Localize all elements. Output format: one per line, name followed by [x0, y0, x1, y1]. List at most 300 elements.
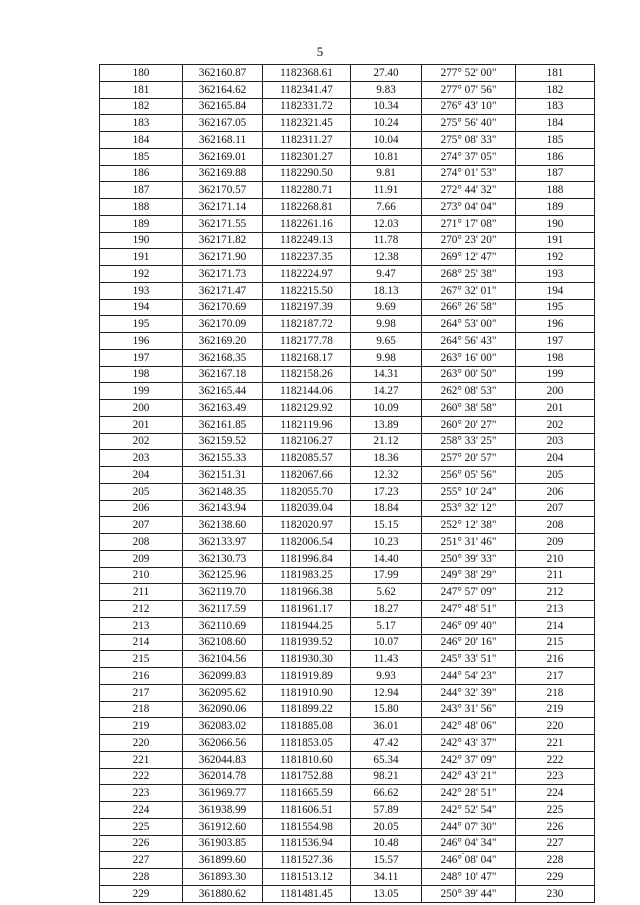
point-number-cell: 192 [100, 266, 183, 283]
y-coordinate-cell: 1182341.47 [263, 81, 351, 98]
distance-cell: 13.05 [351, 885, 422, 902]
x-coordinate-cell: 362171.90 [183, 249, 263, 266]
point-number-cell: 208 [100, 534, 183, 551]
distance-cell: 10.81 [351, 148, 422, 165]
scan-speck [462, 853, 464, 854]
bearing-cell: 264° 53' 00" [422, 316, 516, 333]
y-coordinate-cell: 1181899.22 [263, 701, 351, 718]
bearing-cell: 274° 01' 53" [422, 165, 516, 182]
next-point-cell: 208 [516, 517, 595, 534]
bearing-cell: 250° 39' 44" [422, 885, 516, 902]
table-row [100, 266, 595, 283]
x-coordinate-cell: 362169.88 [183, 165, 263, 182]
y-coordinate-cell: 1181966.38 [263, 584, 351, 601]
x-coordinate-cell: 361938.99 [183, 802, 263, 819]
point-number-cell: 199 [100, 383, 183, 400]
x-coordinate-cell: 362130.73 [183, 550, 263, 567]
y-coordinate-cell: 1181481.45 [263, 885, 351, 902]
x-coordinate-cell: 362117.59 [183, 601, 263, 618]
table-row [100, 517, 595, 534]
bearing-cell: 260° 38' 58" [422, 400, 516, 417]
point-number-cell: 187 [100, 182, 183, 199]
point-number-cell: 212 [100, 601, 183, 618]
table-row [100, 483, 595, 500]
distance-cell: 66.62 [351, 785, 422, 802]
point-number-cell: 201 [100, 416, 183, 433]
next-point-cell: 227 [516, 835, 595, 852]
distance-cell: 27.40 [351, 65, 422, 82]
distance-cell: 5.17 [351, 617, 422, 634]
point-number-cell: 219 [100, 718, 183, 735]
coordinates-table [99, 64, 595, 903]
point-number-cell: 210 [100, 567, 183, 584]
point-number-cell: 193 [100, 282, 183, 299]
bearing-cell: 276° 43' 10" [422, 98, 516, 115]
table-row [100, 634, 595, 651]
bearing-cell: 274° 37' 05" [422, 148, 516, 165]
distance-cell: 21.12 [351, 433, 422, 450]
y-coordinate-cell: 1181961.17 [263, 601, 351, 618]
x-coordinate-cell: 362108.60 [183, 634, 263, 651]
distance-cell: 9.98 [351, 316, 422, 333]
bearing-cell: 242° 28' 51" [422, 785, 516, 802]
x-coordinate-cell: 362168.35 [183, 349, 263, 366]
point-number-cell: 205 [100, 483, 183, 500]
y-coordinate-cell: 1182368.61 [263, 65, 351, 82]
x-coordinate-cell: 362171.14 [183, 199, 263, 216]
x-coordinate-cell: 362148.35 [183, 483, 263, 500]
bearing-cell: 250° 39' 33" [422, 550, 516, 567]
next-point-cell: 225 [516, 802, 595, 819]
next-point-cell: 212 [516, 584, 595, 601]
next-point-cell: 210 [516, 550, 595, 567]
distance-cell: 11.43 [351, 651, 422, 668]
bearing-cell: 247° 57' 09" [422, 584, 516, 601]
y-coordinate-cell: 1181752.88 [263, 768, 351, 785]
x-coordinate-cell: 362171.47 [183, 282, 263, 299]
point-number-cell: 190 [100, 232, 183, 249]
distance-cell: 9.69 [351, 299, 422, 316]
bearing-cell: 244° 32' 39" [422, 684, 516, 701]
y-coordinate-cell: 1182177.78 [263, 333, 351, 350]
point-number-cell: 216 [100, 668, 183, 685]
table-row [100, 818, 595, 835]
point-number-cell: 220 [100, 735, 183, 752]
distance-cell: 9.98 [351, 349, 422, 366]
x-coordinate-cell: 361899.60 [183, 852, 263, 869]
distance-cell: 12.32 [351, 467, 422, 484]
next-point-cell: 220 [516, 718, 595, 735]
distance-cell: 18.36 [351, 450, 422, 467]
next-point-cell: 185 [516, 132, 595, 149]
x-coordinate-cell: 362161.85 [183, 416, 263, 433]
x-coordinate-cell: 362155.33 [183, 450, 263, 467]
point-number-cell: 185 [100, 148, 183, 165]
x-coordinate-cell: 362044.83 [183, 751, 263, 768]
distance-cell: 10.24 [351, 115, 422, 132]
bearing-cell: 242° 43' 37" [422, 735, 516, 752]
x-coordinate-cell: 362171.82 [183, 232, 263, 249]
next-point-cell: 201 [516, 400, 595, 417]
x-coordinate-cell: 362143.94 [183, 500, 263, 517]
bearing-cell: 272° 44' 32" [422, 182, 516, 199]
y-coordinate-cell: 1181910.90 [263, 684, 351, 701]
bearing-cell: 255° 10' 24" [422, 483, 516, 500]
next-point-cell: 198 [516, 349, 595, 366]
y-coordinate-cell: 1182237.35 [263, 249, 351, 266]
distance-cell: 47.42 [351, 735, 422, 752]
distance-cell: 7.66 [351, 199, 422, 216]
bearing-cell: 246° 04' 34" [422, 835, 516, 852]
x-coordinate-cell: 361912.60 [183, 818, 263, 835]
table-row [100, 132, 595, 149]
point-number-cell: 191 [100, 249, 183, 266]
bearing-cell: 251° 31' 46" [422, 534, 516, 551]
bearing-cell: 270° 23' 20" [422, 232, 516, 249]
table-row [100, 199, 595, 216]
y-coordinate-cell: 1182067.66 [263, 467, 351, 484]
table-row [100, 701, 595, 718]
next-point-cell: 203 [516, 433, 595, 450]
y-coordinate-cell: 1181944.25 [263, 617, 351, 634]
distance-cell: 14.27 [351, 383, 422, 400]
point-number-cell: 213 [100, 617, 183, 634]
table-row [100, 785, 595, 802]
point-number-cell: 189 [100, 215, 183, 232]
point-number-cell: 218 [100, 701, 183, 718]
table-row [100, 383, 595, 400]
point-number-cell: 200 [100, 400, 183, 417]
point-number-cell: 222 [100, 768, 183, 785]
next-point-cell: 187 [516, 165, 595, 182]
x-coordinate-cell: 362170.09 [183, 316, 263, 333]
y-coordinate-cell: 1182197.39 [263, 299, 351, 316]
distance-cell: 20.05 [351, 818, 422, 835]
table-row [100, 601, 595, 618]
y-coordinate-cell: 1182187.72 [263, 316, 351, 333]
x-coordinate-cell: 362167.05 [183, 115, 263, 132]
table-row [100, 718, 595, 735]
bearing-cell: 269° 12' 47" [422, 249, 516, 266]
table-row [100, 550, 595, 567]
x-coordinate-cell: 362169.20 [183, 333, 263, 350]
next-point-cell: 221 [516, 735, 595, 752]
bearing-cell: 277° 07' 56" [422, 81, 516, 98]
y-coordinate-cell: 1181885.08 [263, 718, 351, 735]
next-point-cell: 229 [516, 869, 595, 886]
page-number: 5 [316, 44, 324, 59]
distance-cell: 9.93 [351, 668, 422, 685]
distance-cell: 14.40 [351, 550, 422, 567]
y-coordinate-cell: 1182006.54 [263, 534, 351, 551]
bearing-cell: 266° 26' 58" [422, 299, 516, 316]
table-body [100, 65, 595, 903]
next-point-cell: 215 [516, 634, 595, 651]
table-row [100, 768, 595, 785]
distance-cell: 14.31 [351, 366, 422, 383]
point-number-cell: 204 [100, 467, 183, 484]
y-coordinate-cell: 1182168.17 [263, 349, 351, 366]
point-number-cell: 221 [100, 751, 183, 768]
next-point-cell: 188 [516, 182, 595, 199]
x-coordinate-cell: 362171.73 [183, 266, 263, 283]
bearing-cell: 256° 05' 56" [422, 467, 516, 484]
y-coordinate-cell: 1182119.96 [263, 416, 351, 433]
y-coordinate-cell: 1182224.97 [263, 266, 351, 283]
table-row [100, 668, 595, 685]
point-number-cell: 226 [100, 835, 183, 852]
table-row [100, 433, 595, 450]
next-point-cell: 193 [516, 266, 595, 283]
point-number-cell: 211 [100, 584, 183, 601]
distance-cell: 9.81 [351, 165, 422, 182]
table-row [100, 182, 595, 199]
point-number-cell: 206 [100, 500, 183, 517]
y-coordinate-cell: 1182311.27 [263, 132, 351, 149]
next-point-cell: 196 [516, 316, 595, 333]
point-number-cell: 198 [100, 366, 183, 383]
point-number-cell: 180 [100, 65, 183, 82]
x-coordinate-cell: 361893.30 [183, 869, 263, 886]
y-coordinate-cell: 1182085.57 [263, 450, 351, 467]
bearing-cell: 246° 20' 16" [422, 634, 516, 651]
next-point-cell: 186 [516, 148, 595, 165]
distance-cell: 12.94 [351, 684, 422, 701]
next-point-cell: 217 [516, 668, 595, 685]
table-row [100, 215, 595, 232]
distance-cell: 34.11 [351, 869, 422, 886]
distance-cell: 15.80 [351, 701, 422, 718]
y-coordinate-cell: 1182106.27 [263, 433, 351, 450]
x-coordinate-cell: 362164.62 [183, 81, 263, 98]
bearing-cell: 277° 52' 00" [422, 65, 516, 82]
y-coordinate-cell: 1182331.72 [263, 98, 351, 115]
y-coordinate-cell: 1181983.25 [263, 567, 351, 584]
x-coordinate-cell: 362170.57 [183, 182, 263, 199]
y-coordinate-cell: 1182268.81 [263, 199, 351, 216]
y-coordinate-cell: 1181527.36 [263, 852, 351, 869]
next-point-cell: 189 [516, 199, 595, 216]
table-row [100, 249, 595, 266]
next-point-cell: 211 [516, 567, 595, 584]
x-coordinate-cell: 362163.49 [183, 400, 263, 417]
distance-cell: 11.78 [351, 232, 422, 249]
table-row [100, 500, 595, 517]
table-row [100, 148, 595, 165]
next-point-cell: 183 [516, 98, 595, 115]
x-coordinate-cell: 362159.52 [183, 433, 263, 450]
bearing-cell: 242° 37' 09" [422, 751, 516, 768]
bearing-cell: 275° 56' 40" [422, 115, 516, 132]
y-coordinate-cell: 1181606.51 [263, 802, 351, 819]
y-coordinate-cell: 1181665.59 [263, 785, 351, 802]
table-row [100, 333, 595, 350]
next-point-cell: 205 [516, 467, 595, 484]
point-number-cell: 207 [100, 517, 183, 534]
x-coordinate-cell: 362151.31 [183, 467, 263, 484]
table-row [100, 735, 595, 752]
point-number-cell: 228 [100, 869, 183, 886]
y-coordinate-cell: 1181996.84 [263, 550, 351, 567]
table-row [100, 282, 595, 299]
next-point-cell: 200 [516, 383, 595, 400]
table-row [100, 835, 595, 852]
distance-cell: 13.89 [351, 416, 422, 433]
next-point-cell: 213 [516, 601, 595, 618]
next-point-cell: 191 [516, 232, 595, 249]
next-point-cell: 182 [516, 81, 595, 98]
point-number-cell: 197 [100, 349, 183, 366]
distance-cell: 18.13 [351, 282, 422, 299]
table-row [100, 885, 595, 902]
point-number-cell: 217 [100, 684, 183, 701]
y-coordinate-cell: 1182280.71 [263, 182, 351, 199]
bearing-cell: 252° 12' 38" [422, 517, 516, 534]
table-row [100, 316, 595, 333]
point-number-cell: 186 [100, 165, 183, 182]
table-row [100, 81, 595, 98]
x-coordinate-cell: 361969.77 [183, 785, 263, 802]
x-coordinate-cell: 362138.60 [183, 517, 263, 534]
distance-cell: 65.34 [351, 751, 422, 768]
bearing-cell: 260° 20' 27" [422, 416, 516, 433]
next-point-cell: 192 [516, 249, 595, 266]
table-row [100, 684, 595, 701]
distance-cell: 15.15 [351, 517, 422, 534]
y-coordinate-cell: 1182158.26 [263, 366, 351, 383]
x-coordinate-cell: 362170.69 [183, 299, 263, 316]
table-row [100, 751, 595, 768]
y-coordinate-cell: 1181536.94 [263, 835, 351, 852]
point-number-cell: 184 [100, 132, 183, 149]
y-coordinate-cell: 1181513.12 [263, 869, 351, 886]
bearing-cell: 247° 48' 51" [422, 601, 516, 618]
x-coordinate-cell: 362119.70 [183, 584, 263, 601]
x-coordinate-cell: 361903.85 [183, 835, 263, 852]
next-point-cell: 206 [516, 483, 595, 500]
y-coordinate-cell: 1181810.60 [263, 751, 351, 768]
distance-cell: 11.91 [351, 182, 422, 199]
x-coordinate-cell: 362169.01 [183, 148, 263, 165]
y-coordinate-cell: 1182301.27 [263, 148, 351, 165]
x-coordinate-cell: 362095.62 [183, 684, 263, 701]
distance-cell: 98.21 [351, 768, 422, 785]
table-row [100, 366, 595, 383]
bearing-cell: 249° 38' 29" [422, 567, 516, 584]
x-coordinate-cell: 362168.11 [183, 132, 263, 149]
bearing-cell: 267° 32' 01" [422, 282, 516, 299]
distance-cell: 10.48 [351, 835, 422, 852]
table-row [100, 450, 595, 467]
distance-cell: 17.99 [351, 567, 422, 584]
bearing-cell: 262° 08' 53" [422, 383, 516, 400]
distance-cell: 15.57 [351, 852, 422, 869]
next-point-cell: 209 [516, 534, 595, 551]
x-coordinate-cell: 362165.44 [183, 383, 263, 400]
x-coordinate-cell: 362110.69 [183, 617, 263, 634]
next-point-cell: 228 [516, 852, 595, 869]
distance-cell: 5.62 [351, 584, 422, 601]
x-coordinate-cell: 362165.84 [183, 98, 263, 115]
point-number-cell: 229 [100, 885, 183, 902]
distance-cell: 18.27 [351, 601, 422, 618]
y-coordinate-cell: 1182055.70 [263, 483, 351, 500]
next-point-cell: 194 [516, 282, 595, 299]
distance-cell: 36.01 [351, 718, 422, 735]
point-number-cell: 202 [100, 433, 183, 450]
y-coordinate-cell: 1182249.13 [263, 232, 351, 249]
table-row [100, 567, 595, 584]
next-point-cell: 181 [516, 65, 595, 82]
table-row [100, 852, 595, 869]
bearing-cell: 271° 17' 08" [422, 215, 516, 232]
next-point-cell: 222 [516, 751, 595, 768]
table-row [100, 416, 595, 433]
next-point-cell: 223 [516, 768, 595, 785]
next-point-cell: 184 [516, 115, 595, 132]
table-row [100, 115, 595, 132]
distance-cell: 10.23 [351, 534, 422, 551]
distance-cell: 18.84 [351, 500, 422, 517]
next-point-cell: 224 [516, 785, 595, 802]
next-point-cell: 195 [516, 299, 595, 316]
distance-cell: 10.34 [351, 98, 422, 115]
table-row [100, 534, 595, 551]
table-row [100, 400, 595, 417]
y-coordinate-cell: 1182039.04 [263, 500, 351, 517]
y-coordinate-cell: 1182215.50 [263, 282, 351, 299]
y-coordinate-cell: 1181853.05 [263, 735, 351, 752]
bearing-cell: 246° 09' 40" [422, 617, 516, 634]
next-point-cell: 202 [516, 416, 595, 433]
next-point-cell: 214 [516, 617, 595, 634]
bearing-cell: 253° 32' 12" [422, 500, 516, 517]
point-number-cell: 194 [100, 299, 183, 316]
point-number-cell: 214 [100, 634, 183, 651]
table-row [100, 98, 595, 115]
bearing-cell: 273° 04' 04" [422, 199, 516, 216]
distance-cell: 9.83 [351, 81, 422, 98]
point-number-cell: 225 [100, 818, 183, 835]
point-number-cell: 215 [100, 651, 183, 668]
next-point-cell: 226 [516, 818, 595, 835]
bearing-cell: 242° 43' 21" [422, 768, 516, 785]
bearing-cell: 264° 56' 43" [422, 333, 516, 350]
x-coordinate-cell: 362014.78 [183, 768, 263, 785]
next-point-cell: 230 [516, 885, 595, 902]
y-coordinate-cell: 1182144.06 [263, 383, 351, 400]
bearing-cell: 244° 07' 30" [422, 818, 516, 835]
y-coordinate-cell: 1181554.98 [263, 818, 351, 835]
bearing-cell: 257° 20' 57" [422, 450, 516, 467]
bearing-cell: 245° 33' 51" [422, 651, 516, 668]
next-point-cell: 197 [516, 333, 595, 350]
y-coordinate-cell: 1182129.92 [263, 400, 351, 417]
y-coordinate-cell: 1182020.97 [263, 517, 351, 534]
bearing-cell: 246° 08' 04" [422, 852, 516, 869]
next-point-cell: 219 [516, 701, 595, 718]
point-number-cell: 223 [100, 785, 183, 802]
distance-cell: 12.38 [351, 249, 422, 266]
x-coordinate-cell: 362104.56 [183, 651, 263, 668]
table-row [100, 299, 595, 316]
distance-cell: 12.03 [351, 215, 422, 232]
next-point-cell: 218 [516, 684, 595, 701]
next-point-cell: 204 [516, 450, 595, 467]
distance-cell: 10.07 [351, 634, 422, 651]
bearing-cell: 242° 52' 54" [422, 802, 516, 819]
table-row [100, 165, 595, 182]
